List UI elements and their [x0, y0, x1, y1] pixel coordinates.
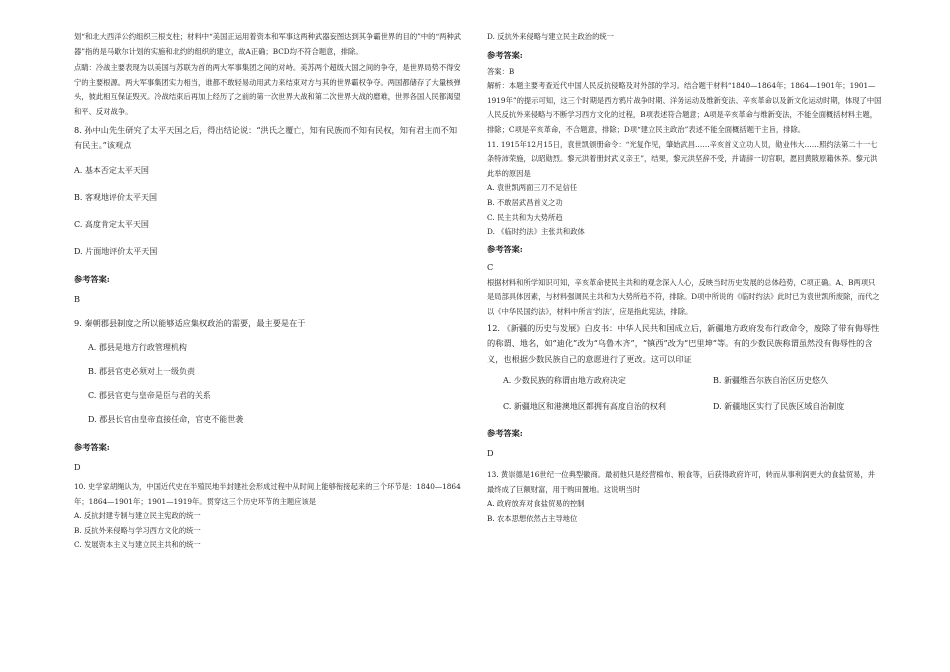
q8-option-c: C. 高度肯定太平天国: [74, 219, 149, 229]
q12-stem: 12. 《新疆的历史与发展》白皮书：中华人民共和国成立后，新疆地方政府发布行政命令，废除了带有侮辱性的称谓、地名，如“迪化”改为“乌鲁木齐”，“镇西”改为“巴里坤”等。有的少数民族称谓虽然没有侮辱性的含义，也根据少数民族自己的意愿进行了更改。这可以印证: [487, 322, 880, 364]
q12-option-a: A. 少数民族的称谓由地方政府决定: [503, 376, 626, 385]
q9-option-b: B. 郡县官吏必须对上一级负责: [88, 367, 195, 377]
q8-stem: 8. 孙中山先生研究了太平天国之后，得出结论说：“洪氏之覆亡，知有民族而不知有民权，知有君主而不知有民主。”该观点: [74, 124, 458, 151]
q10-analysis: 解析：本题主要考查近代中国人民反抗侵略及对外部的学习。结合题干材料“1840—1864年；1864—1901年；1901—1919年”的提示可知，这三个时期是西方鸦片战争时期、洋务运动及维新变法、辛亥革命以及新文化运动时期，体现了中国人民反抗外来侵略与不断学习西方文化的过程，B项表述符合题意；A项是辛亥革命与维新变法，不能全面概括材料主题，排除；C项是辛亥革命，不合题意，排除；D项“建立民主政治”表述不能全面概括题干主旨，排除。: [487, 81, 882, 134]
q11-answer-label: 参考答案:: [487, 243, 523, 254]
q12-answer-label: 参考答案:: [487, 428, 523, 438]
q7-analysis-continued: 划“和北大西洋公约组织三根支柱；材料中“美国正运用着资本和军事这两种武器妄图达到其争霸世界的目的”中的“两种武器”指的是马歇尔计划的实施和北约的组织的建立，故A正确；BCD均不符合题意，排除。: [74, 32, 462, 56]
q10-option-d: D. 反抗外来侵略与建立民主政治的统一: [487, 32, 614, 41]
q10-answer: 答案：B: [487, 66, 515, 76]
q9-option-d: D. 郡县长官由皇帝直接任命，官吏不能世袭: [88, 415, 244, 425]
q8-answer: B: [74, 293, 81, 304]
q10-option-b: B. 反抗外来侵略与学习西方文化的统一: [74, 525, 201, 535]
q11-option-c: C. 民主共和为大势所趋: [487, 212, 563, 222]
q13-option-b: B. 农本思想依然占主导地位: [487, 513, 578, 523]
q11-option-d: D. 《临时约法》主张共和政体: [487, 227, 585, 237]
q13-option-a: A. 政府放弃对食盐贸易的控制: [487, 499, 585, 509]
q10-answer-label: 参考答案:: [487, 49, 523, 60]
q10-option-c: C. 发展资本主义与建立民主共和的统一: [74, 540, 201, 550]
q8-answer-label: 参考答案:: [74, 273, 110, 284]
q12-option-c: C. 新疆地区和港澳地区都拥有高度自治的权利: [503, 402, 666, 411]
q9-option-c: C. 郡县官吏与皇帝是臣与君的关系: [88, 391, 211, 401]
q12-option-d: D. 新疆地区实行了民族区域自治制度: [713, 402, 845, 411]
q8-options: [74, 164, 462, 258]
q13-stem: 13. 黄崇德是16世纪一位典型徽商。最初他只是经营棉布、粮食等，后获得政府许可，转而从事利润更大的食盐贸易，并最终成了巨额财富，用于购田置地。这说明当时: [487, 470, 876, 494]
q7-tip: 点睛：冷战主要表现为以美国与苏联为首的两大军事集团之间的对峙。美苏两个超级大国之间的争夺，是世界局势不得安宁的主要根源。两大军事集团实力相当，谁都不敢轻易动用武力来结束对方与其的世界霸权争夺。两国都储存了大量核弹头，彼此相互保证毁灭。冷战结束后再加上经历了之前的第一次世界大战和第二次世界大战的磨难，世界各国人民都渴望和平、反对战争。: [74, 63, 461, 116]
q9-answer: D: [74, 462, 81, 473]
q9-option-a: A. 郡县是地方行政管理机构: [88, 343, 187, 353]
q10-option-a: A. 反抗封建专制与建立民主宪政的统一: [74, 511, 201, 521]
q12-option-b: B. 新疆维吾尔族自治区历史悠久: [713, 376, 828, 385]
q12-options: [487, 374, 882, 413]
q11-option-b: B. 不敢居武昌首义之功: [487, 197, 563, 207]
q12-answer: D: [487, 448, 494, 458]
q8-option-b: B. 客观地评价太平天国: [74, 192, 157, 202]
right-column: [487, 30, 882, 526]
left-column: [74, 30, 462, 553]
q11-option-a: A. 袁世凯两面三刀不足信任: [487, 183, 578, 193]
q11-answer: C: [487, 261, 494, 272]
q8-option-d: D. 片面地评价太平天国: [74, 246, 158, 256]
q8-option-a: A. 基本否定太平天国: [74, 165, 149, 175]
q10-stem: 10. 史学家胡绳认为，中国近代史在半殖民地半封建社会形成过程中从时间上能够衔接起来的三个环节是：1840—1864年；1864—1901年；1901—1919年。贯穿这三个历史环节的主题应该是: [74, 482, 461, 506]
q9-answer-label: 参考答案:: [74, 442, 110, 453]
q11-analysis: 根据材料和所学知识可知，辛亥革命使民主共和的观念深入人心，反映当时历史发展的总体趋势，C项正确。A、B两项只是局部具体因素，与材料强调民主共和为大势所趋不符，排除。D项中所说的《临时约法》此时已为袁世凯所废除，而代之以《中华民国约法》，材料中所言‘约法’，应是指此宪法，排除。: [487, 277, 880, 316]
q9-stem: 9. 秦朝郡县制度之所以能够适应集权政治的需要，最主要是在于: [74, 317, 306, 328]
q11-stem: 11. 1915年12月15日，袁世凯颁册命令：“光复作见，肇始武昌……辛亥首义立功人员，勋业伟大……照约法第二十一七条特沛荣施，以昭勋烈。黎元洪着册封武义亲王”，结果，黎元洪坚辞不受，并请辞一切官职，愿回黄陂原籍休养。黎元洪此举的原因是: [487, 139, 878, 178]
q9-options: [74, 341, 462, 426]
